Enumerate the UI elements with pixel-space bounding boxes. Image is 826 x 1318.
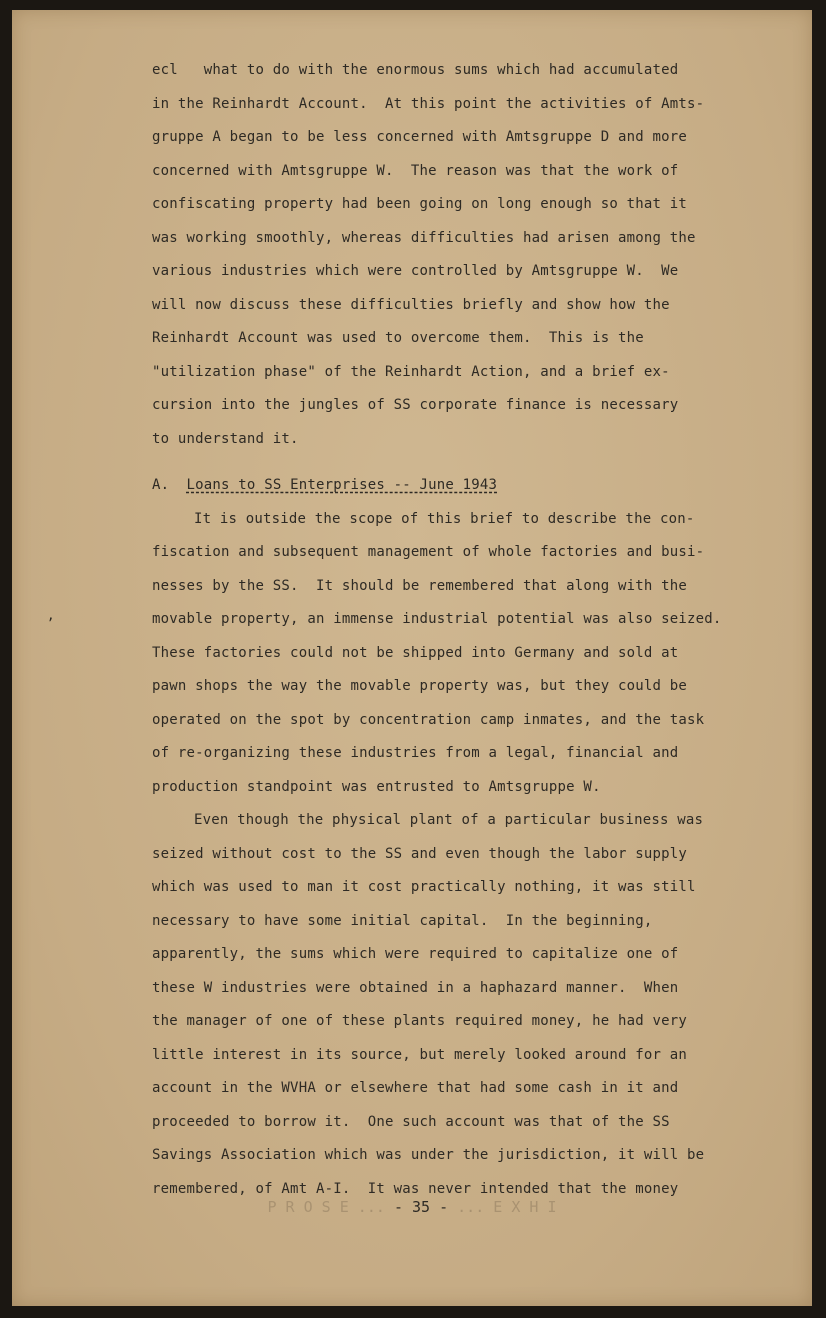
text-line: pawn shops the way the movable property was, but they could be [152,678,687,694]
text-line: the manager of one of these plants required money, he had very [152,1013,687,1029]
footer-ghost-left: P R O S E ... [267,1198,385,1216]
document-body [152,54,722,1206]
text-line: little interest in its source, but merely looked around for an [152,1046,687,1063]
text-line: gruppe A began to be less concerned with Amtsgruppe D and more [152,129,687,145]
text-line: fiscation and subsequent management of whole factories and busi- [152,544,705,560]
text-line: which was used to man it cost practically nothing, it was still [152,879,696,895]
text-line: these W industries were obtained in a haphazard manner. When [152,979,679,996]
text-line: It is outside the scope of this brief to describe the con- [194,510,695,527]
text-line: various industries which were controlled by Amtsgruppe W. We [152,263,679,279]
text-line: seized without cost to the SS and even though the labor supply [152,845,687,862]
paragraph-2 [152,503,722,805]
text-line: These factories could not be shipped into Germany and sold at [152,644,679,661]
text-line: operated on the spot by concentration camp inmates, and the task [152,711,705,728]
page-number: - 35 - [393,1198,449,1216]
text-line: to understand it. [152,430,299,447]
text-line: remembered, of Amt A-I. It was never intended that the money [152,1180,679,1197]
text-line: movable property, an immense industrial potential was also seized. [152,611,722,627]
text-line: Even though the physical plant of a particular business was [194,812,704,828]
text-line: Savings Association which was under the jurisdiction, it will be [152,1147,705,1163]
text-line: nesses by the SS. It should be remembered that along with the [152,577,687,594]
footer-ghost-right: ... E X H I [457,1198,557,1216]
paragraph-1 [152,54,712,456]
text-line: account in the WVHA or elsewhere that had some cash in it and [152,1080,679,1096]
section-heading [152,469,712,503]
text-line: ecl what to do with the enormous sums which had accumulated [152,62,679,78]
text-line: confiscating property had been going on long enough so that it [152,196,687,212]
document-page [12,10,812,1306]
text-line: Reinhardt Account was used to overcome them. This is the [152,330,644,346]
text-line: "utilization phase" of the Reinhardt Action, and a brief ex- [152,363,670,380]
page-footer [12,1198,812,1216]
text-line: apparently, the sums which were required to capitalize one of [152,946,679,962]
stray-mark: ’ [48,614,54,633]
text-line: necessary to have some initial capital. In the beginning, [152,912,653,929]
text-line: production standpoint was entrusted to Amtsgruppe W. [152,778,601,795]
text-line: was working smoothly, whereas difficulties had arisen among the [152,229,696,246]
text-line: cursion into the jungles of SS corporate finance is necessary [152,397,679,413]
text-line: concerned with Amtsgruppe W. The reason was that the work of [152,162,679,179]
text-line: in the Reinhardt Account. At this point the activities of Amts- [152,95,705,112]
text-line: of re-organizing these industries from a legal, financial and [152,745,679,761]
text-line: proceeded to borrow it. One such account was that of the SS [152,1113,670,1130]
text-line: will now discuss these difficulties briefly and show how the [152,296,670,313]
paragraph-3 [152,804,712,1206]
section-letter: A. [152,477,170,493]
section-title: Loans to SS Enterprises -- June 1943 [186,477,498,493]
